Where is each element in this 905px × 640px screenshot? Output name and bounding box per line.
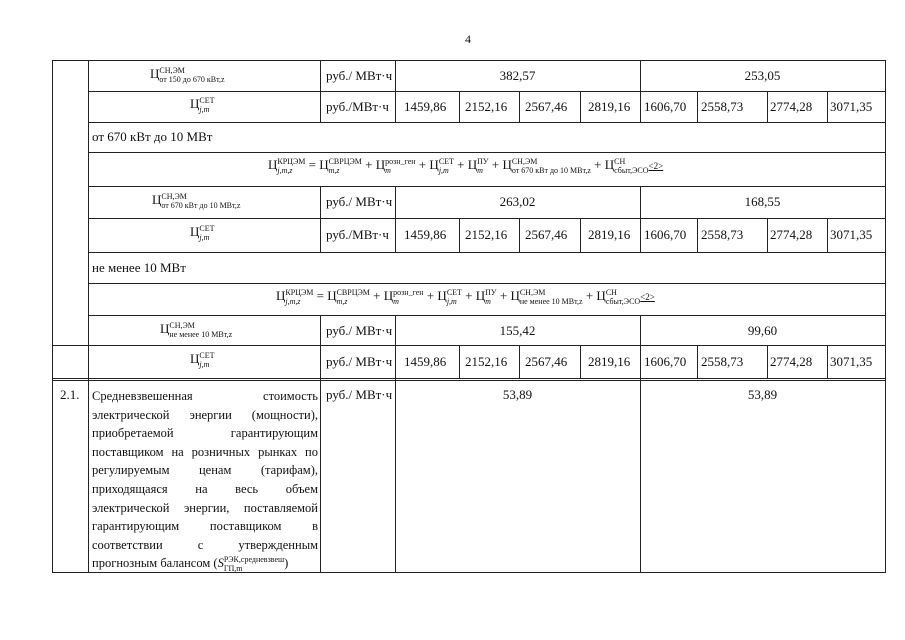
unit-label: руб./МВт·ч [326, 227, 389, 242]
value-cell: 3071,35 [830, 99, 873, 114]
value-cell: 2558,73 [701, 354, 744, 369]
value-cell: 1459,86 [404, 99, 447, 114]
value-cell: 2152,16 [465, 99, 508, 114]
value-cell: 168,55 [744, 194, 781, 209]
value-cell: 2819,16 [588, 99, 631, 114]
value-cell: 2558,73 [701, 99, 744, 114]
unit-label: руб./ МВт·ч [326, 194, 393, 209]
unit-label: руб./ МВт·ч [326, 323, 393, 338]
unit-label: руб./ МВт·ч [326, 354, 393, 369]
unit-label: руб./ МВт·ч [326, 387, 393, 402]
symbol-c-set-jm: ЦСЕТ j,m [190, 96, 215, 115]
item-number: 2.1. [60, 387, 80, 402]
value-cell: 1606,70 [644, 227, 687, 242]
value-cell: 3071,35 [830, 227, 873, 242]
value-cell: 2819,16 [588, 354, 631, 369]
value-cell: 53,89 [747, 387, 778, 402]
unit-label: руб./МВт·ч [326, 99, 389, 114]
value-cell: 2558,73 [701, 227, 744, 242]
value-cell: 2567,46 [525, 354, 568, 369]
value-cell: 2152,16 [465, 354, 508, 369]
value-cell: 1606,70 [644, 99, 687, 114]
formula-10: ЦКРЦЭМ j,m,z = ЦСВРЦЭМ m,z + Црозн_ген m + ЦСЕТ j,m + ЦПУ m + ЦСН,ЭМ не менее 10 МВт,z + ЦСН сбыт,ЭСО<2> [276, 288, 655, 307]
formula-670-10: ЦКРЦЭМ j,m,z = ЦСВРЦЭМ m,z + Црозн_ген m + ЦСЕТ j,m + ЦПУ m + ЦСН,ЭМ от 670 кВт до 10 МВт,z + ЦСН сбыт,ЭСО<2> [268, 157, 664, 176]
value-cell: 2152,16 [465, 227, 508, 242]
value-cell: 2819,16 [588, 227, 631, 242]
section-label: не менее 10 МВт [92, 260, 186, 275]
page-number: 4 [465, 32, 471, 46]
symbol-c-sn-em-670-10: ЦСН,ЭМ от 670 кВт до 10 МВт,z [152, 192, 241, 211]
value-cell: 263,02 [499, 194, 536, 209]
footnote-ref[interactable]: <2> [640, 292, 655, 302]
symbol-c-sn-em-150-670: ЦСН,ЭМ от 150 до 670 кВт,z [150, 66, 225, 85]
value-cell: 2774,28 [770, 227, 813, 242]
value-cell: 1459,86 [404, 354, 447, 369]
section-label: от 670 кВт до 10 МВт [92, 129, 213, 144]
value-cell: 253,05 [744, 68, 781, 83]
value-cell: 2567,46 [525, 99, 568, 114]
value-cell: 2774,28 [770, 354, 813, 369]
value-cell: 382,57 [499, 68, 536, 83]
footnote-ref[interactable]: <2> [648, 161, 664, 171]
symbol-c-set-jm: ЦСЕТ j,m [190, 224, 215, 243]
value-cell: 99,60 [747, 323, 778, 338]
value-cell: 2567,46 [525, 227, 568, 242]
value-cell: 2774,28 [770, 99, 813, 114]
value-cell: 1459,86 [404, 227, 447, 242]
unit-label: руб./ МВт·ч [326, 68, 393, 83]
value-cell: 1606,70 [644, 354, 687, 369]
symbol-c-set-jm: ЦСЕТ j,m [190, 351, 215, 370]
value-cell: 155,42 [499, 323, 536, 338]
value-cell: 53,89 [502, 387, 533, 402]
item-description: Средневзвешенная стоимость электрической энергии (мощности), приобретаемой гарантирующим поставщиком на розничных рынках по регулируемым ценам (тарифам), приходящаяся на весь объем электрической энергии, поставляемой гарантирующим поставщиком в соответствии с утвержденным прогнозным балансом (S РЭК,средневзвеш ГП,m ) [92, 389, 318, 574]
value-cell: 3071,35 [830, 354, 873, 369]
symbol-c-sn-em-10: ЦСН,ЭМ не менее 10 МВт,z [160, 321, 233, 340]
